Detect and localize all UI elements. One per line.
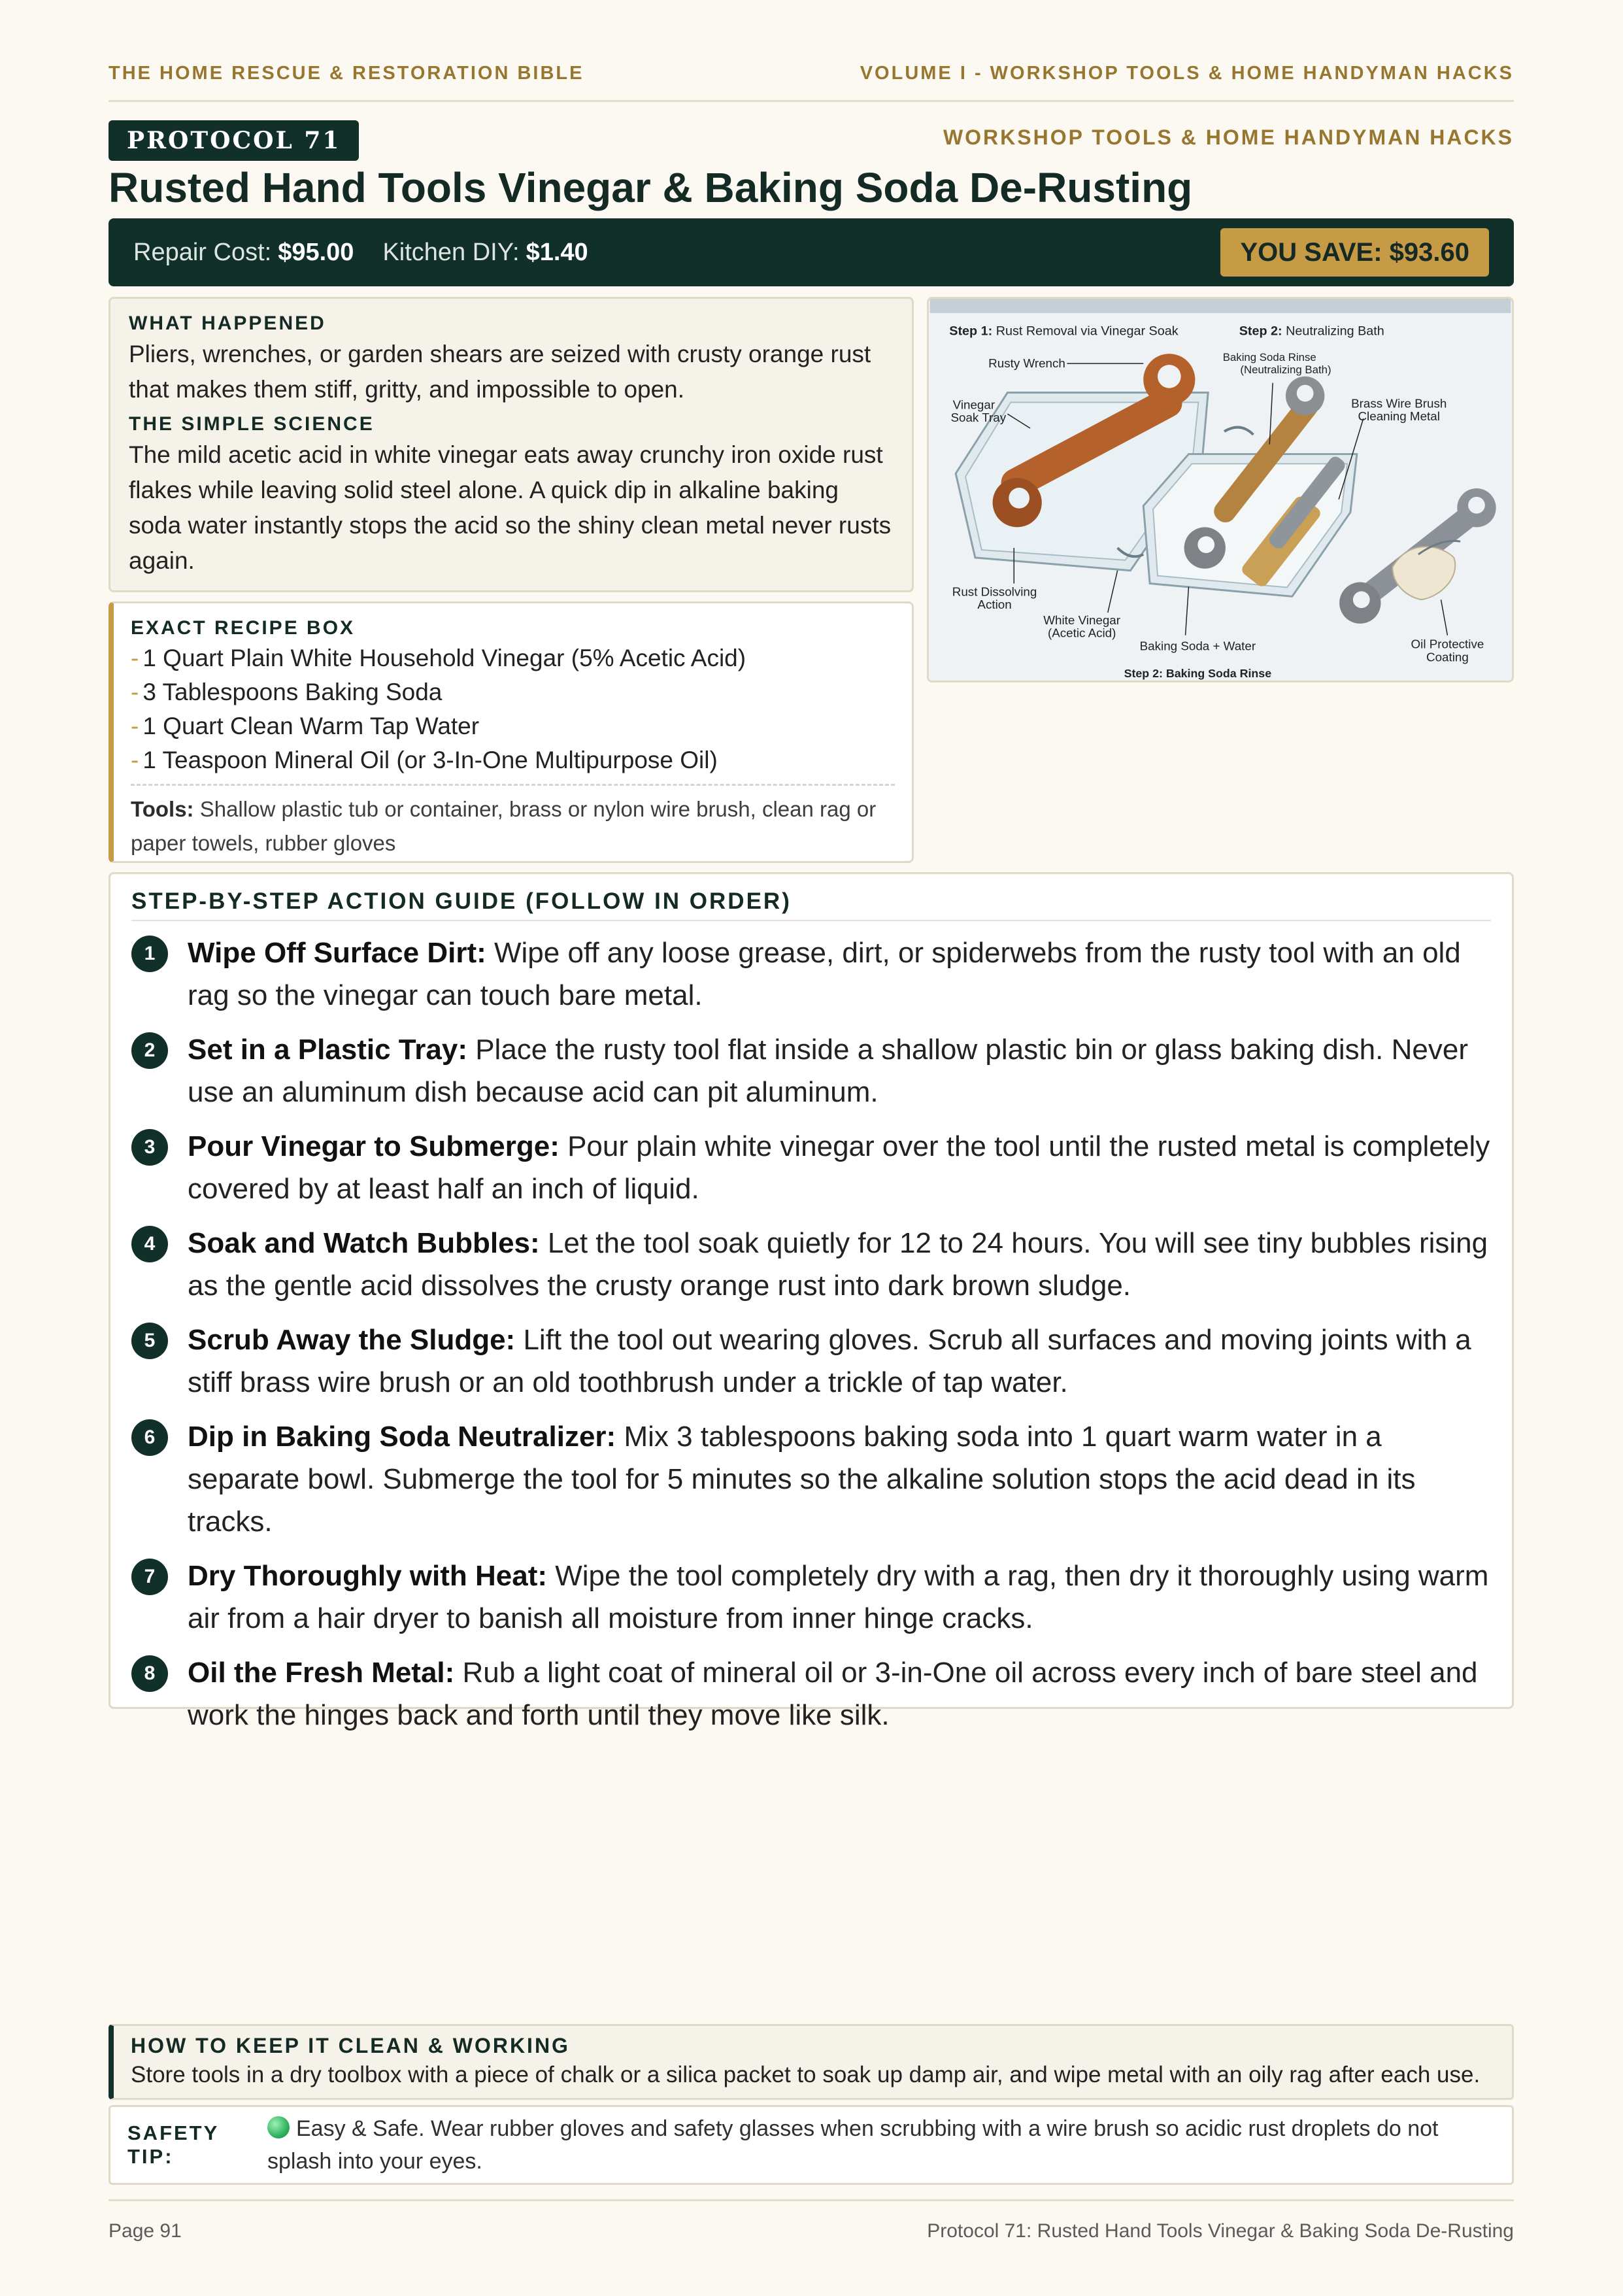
step-item bbox=[131, 1555, 1491, 1640]
svg-text:Step 2: Baking Soda Rinse: Step 2: Baking Soda Rinse bbox=[1124, 667, 1272, 681]
protocol-badge: PROTOCOL 71 bbox=[109, 120, 359, 161]
recipe-item: - 3 Tablespoons Baking Soda bbox=[131, 679, 443, 705]
recipe-item: - 1 Quart Plain White Household Vinegar (5% Acetic Acid) bbox=[131, 645, 746, 671]
step-item bbox=[131, 1651, 1491, 1736]
step-text: Dry Thoroughly with Heat: Wipe the tool completely dry with a rag, then dry it thoroughly using warm air from a hair dryer to banish all moisture from inner hinge cracks. bbox=[188, 1560, 1489, 1634]
step-number: 4 bbox=[131, 1226, 168, 1262]
svg-text:Oil Protective: Oil Protective bbox=[1411, 637, 1484, 651]
svg-text:Step 2: Neutralizing Bath: Step 2: Neutralizing Bath bbox=[1239, 324, 1384, 339]
maintenance-label: HOW TO KEEP IT CLEAN & WORKING bbox=[131, 2034, 570, 2057]
step-number: 7 bbox=[131, 1559, 168, 1595]
step-number: 6 bbox=[131, 1419, 168, 1456]
step-text: Soak and Watch Bubbles: Let the tool soak quietly for 12 to 24 hours. You will see tiny bubbles rising as the gentle acid dissolves the crusty orange rust into dark brown sludge. bbox=[188, 1227, 1488, 1302]
step-item bbox=[131, 1319, 1491, 1404]
diy-cost-label: Kitchen DIY: bbox=[382, 238, 520, 266]
step-number: 2 bbox=[131, 1032, 168, 1069]
svg-text:Brass Wire Brush: Brass Wire Brush bbox=[1351, 396, 1447, 411]
maintenance-text: Store tools in a dry toolbox with a piece of chalk or a silica packet to soak up damp air, and wipe metal with an oily rag after each use. bbox=[131, 2062, 1481, 2087]
book-title: THE HOME RESCUE & RESTORATION BIBLE bbox=[109, 63, 584, 84]
svg-text:Vinegar: Vinegar bbox=[952, 397, 996, 412]
running-footer bbox=[109, 2199, 1514, 2252]
svg-text:Cleaning Metal: Cleaning Metal bbox=[1358, 409, 1440, 424]
step-item bbox=[131, 1222, 1491, 1307]
safety-text-wrap bbox=[267, 2112, 1495, 2178]
svg-text:Action: Action bbox=[977, 598, 1012, 612]
volume-title: VOLUME I - WORKSHOP TOOLS & HOME HANDYMAN HACKS bbox=[860, 63, 1514, 84]
recipe-box bbox=[109, 601, 914, 863]
steps-box bbox=[109, 872, 1514, 1731]
safety-text: Easy & Safe. Wear rubber gloves and safety glasses when scrubbing with a wire brush so acidic rust droplets do not splash into your eyes. bbox=[267, 2116, 1439, 2174]
step-number: 5 bbox=[131, 1323, 168, 1359]
tools-note bbox=[131, 784, 895, 860]
category-label: WORKSHOP TOOLS & HOME HANDYMAN HACKS bbox=[943, 126, 1514, 149]
step-item bbox=[131, 1415, 1491, 1543]
step-text: Wipe Off Surface Dirt: Wipe off any loose grease, dirt, or spiderwebs from the rusty tool with an old rag so the vinegar can touch bare metal. bbox=[188, 937, 1461, 1011]
tools-text: Shallow plastic tub or container, brass or nylon wire brush, clean rag or paper towels, rubber gloves bbox=[131, 797, 877, 855]
cost-bar bbox=[109, 218, 1514, 286]
svg-text:Baking Soda Rinse: Baking Soda Rinse bbox=[1222, 351, 1316, 364]
svg-text:(Acetic Acid): (Acetic Acid) bbox=[1047, 626, 1116, 640]
step-item bbox=[131, 1125, 1491, 1210]
maintenance-box bbox=[109, 2024, 1514, 2100]
recipe-list bbox=[131, 641, 895, 777]
svg-text:Coating: Coating bbox=[1426, 650, 1469, 664]
step-text: Scrub Away the Sludge: Lift the tool out wearing gloves. Scrub all surfaces and moving joints with a stiff brass wire brush or an old toothbrush under a trickle of tap water. bbox=[188, 1324, 1471, 1398]
svg-text:Baking Soda + Water: Baking Soda + Water bbox=[1139, 639, 1256, 653]
step-text: Set in a Plastic Tray: Place the rusty tool flat inside a shallow plastic bin or glass baking dish. Never use an aluminum dish because acid can pit aluminum. bbox=[188, 1034, 1468, 1108]
page bbox=[109, 0, 1514, 2296]
step-number: 1 bbox=[131, 936, 168, 972]
svg-text:Step 1: Rust Removal via Vineg: Step 1: Rust Removal via Vinegar Soak bbox=[949, 324, 1179, 339]
green-dot-icon bbox=[267, 2116, 290, 2138]
step-text: Dip in Baking Soda Neutralizer: Mix 3 tablespoons baking soda into 1 quart warm water in a separate bowl. Submerge the tool for 5 minutes so the alkaline solution stops the acid dead in its tracks. bbox=[188, 1421, 1416, 1538]
step-number: 8 bbox=[131, 1655, 168, 1692]
step-item bbox=[131, 1028, 1491, 1113]
diy-cost-value: $1.40 bbox=[526, 238, 588, 266]
what-happened-box bbox=[109, 297, 914, 592]
repair-cost-label: Repair Cost: bbox=[133, 238, 272, 266]
page-number: Page 91 bbox=[109, 2220, 182, 2242]
safety-label: SAFETY TIP: bbox=[127, 2121, 219, 2168]
page-title: Rusted Hand Tools Vinegar & Baking Soda De-Rusting bbox=[109, 164, 1193, 211]
steps-heading: STEP-BY-STEP ACTION GUIDE (FOLLOW IN ORDER) bbox=[131, 888, 1491, 921]
repair-cost-value: $95.00 bbox=[278, 238, 354, 266]
recipe-item: - 1 Teaspoon Mineral Oil (or 3-In-One Multipurpose Oil) bbox=[131, 747, 718, 773]
recipe-item: - 1 Quart Clean Warm Tap Water bbox=[131, 713, 480, 739]
science-label: THE SIMPLE SCIENCE bbox=[129, 413, 375, 435]
what-happened-label: WHAT HAPPENED bbox=[129, 312, 326, 334]
svg-text:(Neutralizing Bath): (Neutralizing Bath) bbox=[1240, 363, 1331, 376]
step-number: 3 bbox=[131, 1129, 168, 1166]
step-item bbox=[131, 932, 1491, 1017]
svg-text:Rusty Wrench: Rusty Wrench bbox=[988, 356, 1065, 370]
recipe-label: EXACT RECIPE BOX bbox=[131, 617, 356, 639]
tools-label: Tools: bbox=[131, 797, 194, 821]
derusting-diagram bbox=[927, 297, 1514, 683]
svg-text:White Vinegar: White Vinegar bbox=[1043, 613, 1121, 627]
running-header bbox=[109, 63, 1514, 102]
what-happened-text: Pliers, wrenches, or garden shears are seized with crusty orange rust that makes them stiff, gritty, and impossible to open. bbox=[129, 341, 871, 403]
safety-tip-box bbox=[109, 2105, 1514, 2185]
svg-text:Soak Tray: Soak Tray bbox=[950, 411, 1007, 425]
step-text: Pour Vinegar to Submerge: Pour plain white vinegar over the tool until the rusted metal is completely covered by at least half an inch of liquid. bbox=[188, 1130, 1490, 1205]
savings-badge: YOU SAVE: $93.60 bbox=[1220, 228, 1489, 277]
footer-title: Protocol 71: Rusted Hand Tools Vinegar & Baking Soda De-Rusting bbox=[927, 2220, 1514, 2242]
svg-text:Rust Dissolving: Rust Dissolving bbox=[952, 584, 1037, 599]
science-text: The mild acetic acid in white vinegar eats away crunchy iron oxide rust flakes while leaving solid steel alone. A quick dip in alkaline baking soda water instantly stops the acid so the shiny clean metal never rusts again. bbox=[129, 441, 892, 574]
step-text: Oil the Fresh Metal: Rub a light coat of mineral oil or 3-in-One oil across every inch of bare steel and work the hinges back and forth until they move like silk. bbox=[188, 1657, 1478, 1731]
